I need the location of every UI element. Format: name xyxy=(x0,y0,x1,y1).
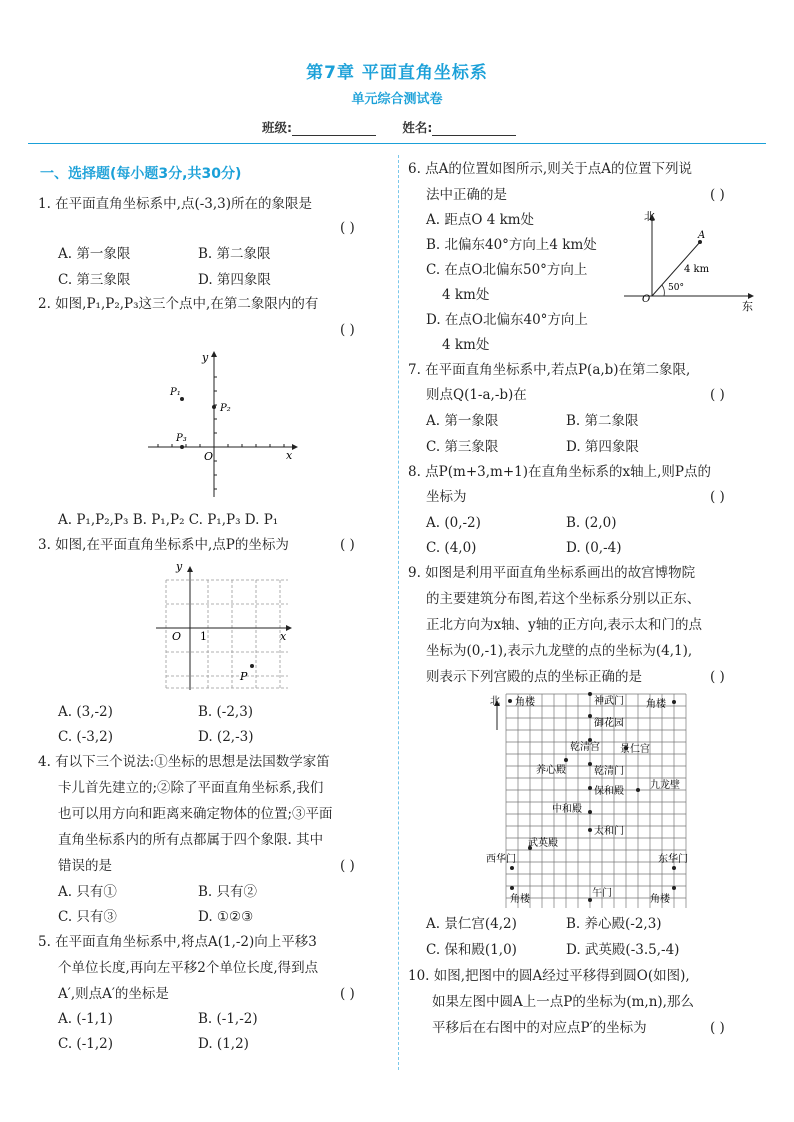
wumen-label: 午门 xyxy=(592,888,612,899)
q5-option-a[interactable]: A. (-1,1) xyxy=(58,1011,113,1027)
q4-line4: 直角坐标系内的所有点都属于四个象限. 其中 xyxy=(58,832,324,848)
donghuamen-point xyxy=(672,866,676,870)
jiaolou-sw-point xyxy=(510,886,514,890)
q2-stem: 2. 如图,P₁,P₂,P₃这三个点中,在第二象限内的有 xyxy=(38,296,319,312)
q2-x-label: x xyxy=(286,449,293,462)
q4-line1: 4. 有以下三个说法:①坐标的思想是法国数学家笛 xyxy=(38,754,330,770)
q5-option-c[interactable]: C. (-1,2) xyxy=(58,1036,113,1052)
q6-line2: 法中正确的是 xyxy=(426,187,507,203)
name-label: 姓名: xyxy=(402,120,433,135)
jiaolou-se-point xyxy=(672,886,676,890)
page-title: 第7章 平面直角坐标系 xyxy=(306,63,488,83)
q7-option-c[interactable]: C. 第三象限 xyxy=(426,439,499,455)
q1-option-c[interactable]: C. 第三象限 xyxy=(58,272,131,288)
class-label: 班级: xyxy=(262,120,292,135)
q8-option-b[interactable]: B. (2,0) xyxy=(566,515,617,531)
class-blank[interactable] xyxy=(292,123,376,136)
p2-point xyxy=(212,405,216,409)
q4-option-d[interactable]: D. ①②③ xyxy=(198,909,254,925)
q4-option-b[interactable]: B. 只有② xyxy=(198,884,258,900)
q6-option-c-cont: 4 km处 xyxy=(442,287,490,303)
q7-option-d[interactable]: D. 第四象限 xyxy=(566,439,639,455)
q9-answer-paren: ( ) xyxy=(710,669,725,685)
yuhuayuan-label: 御花园 xyxy=(594,718,624,729)
jiaolou-sw-label: 角楼 xyxy=(510,894,530,905)
taihemen-point xyxy=(588,828,592,832)
q2-answer-paren: ( ) xyxy=(340,322,355,338)
jiaolou-se-label: 角楼 xyxy=(650,894,670,905)
jiaolou-ne-point xyxy=(672,700,676,704)
q8-option-c[interactable]: C. (4,0) xyxy=(426,540,477,556)
q7-line2: 则点Q(1-a,-b)在 xyxy=(426,387,527,403)
q7-line1: 7. 在平面直角坐标系中,若点P(a,b)在第二象限, xyxy=(408,362,691,378)
q9-option-c[interactable]: C. 保和殿(1,0) xyxy=(426,942,517,958)
q3-option-a[interactable]: A. (3,-2) xyxy=(58,704,113,720)
q2-p2-label: P₂ xyxy=(220,403,231,414)
q8-line2: 坐标为 xyxy=(426,489,467,505)
name-blank[interactable] xyxy=(432,123,516,136)
jingrengong-label: 景仁宫 xyxy=(620,744,650,755)
taihemen-label: 太和门 xyxy=(594,826,624,837)
q5-line3: A′,则点A′的坐标是 xyxy=(58,986,169,1002)
column-divider xyxy=(398,155,399,1070)
q6-option-b[interactable]: B. 北偏东40°方向上4 km处 xyxy=(426,237,597,253)
q6-line1: 6. 点A的位置如图所示,则关于点A的位置下列说 xyxy=(408,161,692,177)
q7-option-a[interactable]: A. 第一象限 xyxy=(426,413,499,429)
q3-stem: 3. 如图,在平面直角坐标系中,点P的坐标为 xyxy=(38,537,289,553)
page-subtitle: 单元综合测试卷 xyxy=(351,92,443,107)
q4-answer-paren: ( ) xyxy=(340,858,355,874)
baohedian-point xyxy=(588,786,592,790)
q3-figure xyxy=(152,560,292,695)
q9-option-b[interactable]: B. 养心殿(-2,3) xyxy=(566,916,662,932)
q4-line2: 卡儿首先建立的;②除了平面直角坐标系,我们 xyxy=(58,780,324,796)
q6-option-d[interactable]: D. 在点O北偏东40°方向上 xyxy=(426,312,588,328)
q3-option-d[interactable]: D. (2,-3) xyxy=(198,729,254,745)
jiaolou-ne-label: 角楼 xyxy=(646,699,666,710)
q5-option-d[interactable]: D. (1,2) xyxy=(198,1036,249,1052)
q2-p3-label: P₃ xyxy=(176,433,187,444)
p-point xyxy=(250,664,254,668)
xihuamen-label: 西华门 xyxy=(486,854,516,865)
q6-origin-label: O xyxy=(642,294,651,305)
q8-line1: 8. 点P(m+3,m+1)在直角坐标系的x轴上,则P点的 xyxy=(408,464,711,480)
jiulongbi-label: 九龙壁 xyxy=(650,780,680,791)
q3-p-label: P xyxy=(240,670,248,683)
header-divider xyxy=(28,143,766,144)
q5-option-b[interactable]: B. (-1,-2) xyxy=(198,1011,258,1027)
q2-y-label: y xyxy=(202,351,209,364)
q3-option-c[interactable]: C. (-3,2) xyxy=(58,729,113,745)
q2-origin-label: O xyxy=(204,450,214,463)
q1-answer-paren: ( ) xyxy=(340,220,355,236)
xihuamen-point xyxy=(510,866,514,870)
q5-line2: 个单位长度,再向左平移2个单位长度,得到点 xyxy=(58,960,319,976)
q2-p1-label: P₁ xyxy=(170,387,181,398)
section-title: 一、选择题(每小题3分,共30分) xyxy=(40,166,242,182)
q9-line3: 正北方向为x轴、y轴的正方向,表示太和门的点 xyxy=(426,617,703,633)
qianqingmen-label: 乾清门 xyxy=(594,766,624,777)
zhonghedian-label: 中和殿 xyxy=(552,804,582,815)
q6-a-label: A xyxy=(698,230,706,241)
q6-answer-paren: ( ) xyxy=(710,187,725,203)
q1-option-d[interactable]: D. 第四象限 xyxy=(198,272,271,288)
q8-option-a[interactable]: A. (0,-2) xyxy=(426,515,481,531)
q10-line2: 如果左图中圆A上一点P的坐标为(m,n),那么 xyxy=(432,994,694,1010)
east-label: 东 xyxy=(742,300,753,313)
q10-line3: 平移后在右图中的对应点P′的坐标为 xyxy=(432,1020,647,1036)
q8-answer-paren: ( ) xyxy=(710,489,725,505)
q3-option-b[interactable]: B. (-2,3) xyxy=(198,704,254,720)
q9-option-a[interactable]: A. 景仁宫(4,2) xyxy=(426,916,517,932)
north-label: 北 xyxy=(644,210,655,223)
p3-point xyxy=(180,445,184,449)
zhonghedian-point xyxy=(588,810,592,814)
q4-line3: 也可以用方向和距离来确定物体的位置;③平面 xyxy=(58,806,333,822)
q10-line1: 10. 如图,把图中的圆A经过平移得到圆O(如图), xyxy=(408,968,690,984)
q3-origin-label: O xyxy=(172,630,182,643)
q7-answer-paren: ( ) xyxy=(710,387,725,403)
qianqingmen-point xyxy=(588,762,592,766)
q5-answer-paren: ( ) xyxy=(340,986,355,1002)
q4-option-c[interactable]: C. 只有③ xyxy=(58,909,117,925)
qianqinggong-label: 乾清宫 xyxy=(570,742,600,753)
palace-map xyxy=(488,690,694,912)
q5-line1: 5. 在平面直角坐标系中,将点A(1,-2)向上平移3 xyxy=(38,934,317,950)
student-info xyxy=(262,118,538,136)
baohedian-label: 保和殿 xyxy=(594,786,624,797)
q2-options[interactable]: A. P₁,P₂,P₃ B. P₁,P₂ C. P₁,P₃ D. P₁ xyxy=(58,512,279,528)
distance-label: 4 km xyxy=(684,264,710,275)
q1-stem: 1. 在平面直角坐标系中,点(-3,3)所在的象限是 xyxy=(38,196,313,212)
q9-option-d[interactable]: D. 武英殿(-3.5,-4) xyxy=(566,942,680,958)
q4-line5: 错误的是 xyxy=(58,858,112,874)
q1-option-b[interactable]: B. 第二象限 xyxy=(198,246,271,262)
q1-option-a[interactable]: A. 第一象限 xyxy=(58,246,131,262)
q4-option-a[interactable]: A. 只有① xyxy=(58,884,117,900)
jiulongbi-point xyxy=(636,788,640,792)
q3-x-label: x xyxy=(280,630,287,643)
q9-line1: 9. 如图是利用平面直角坐标系画出的故宫博物院 xyxy=(408,565,696,581)
q6-option-a[interactable]: A. 距点O 4 km处 xyxy=(426,212,535,228)
map-north-label: 北 xyxy=(490,696,500,707)
q3-y-label: y xyxy=(176,560,183,573)
jiaolou-nw-point xyxy=(508,699,512,703)
wuyingdian-label: 武英殿 xyxy=(528,838,558,849)
q6-option-d-cont: 4 km处 xyxy=(442,337,490,353)
q7-option-b[interactable]: B. 第二象限 xyxy=(566,413,639,429)
q6-figure xyxy=(622,210,762,320)
yangxindian-point xyxy=(564,758,568,762)
donghuamen-label: 东华门 xyxy=(658,854,688,865)
q3-answer-paren: ( ) xyxy=(340,537,355,553)
q3-one-label: 1 xyxy=(200,630,207,643)
q10-answer-paren: ( ) xyxy=(710,1020,725,1036)
q9-line2: 的主要建筑分布图,若这个坐标系分别以正东、 xyxy=(426,591,701,607)
shenwumen-point xyxy=(588,692,592,696)
q6-option-c[interactable]: C. 在点O北偏东50°方向上 xyxy=(426,262,588,278)
q8-option-d[interactable]: D. (0,-4) xyxy=(566,540,622,556)
jiaolou-nw-label: 角楼 xyxy=(515,697,535,708)
q2-figure xyxy=(140,345,300,505)
angle-label: 50° xyxy=(668,283,684,293)
q9-line4: 坐标为(0,-1),表示九龙壁的点的坐标为(4,1), xyxy=(426,643,693,659)
yuhuayuan-point xyxy=(588,714,592,718)
shenwumen-label: 神武门 xyxy=(594,696,624,707)
yangxindian-label: 养心殿 xyxy=(536,765,566,776)
q9-line5: 则表示下列宫殿的点的坐标正确的是 xyxy=(426,669,642,685)
